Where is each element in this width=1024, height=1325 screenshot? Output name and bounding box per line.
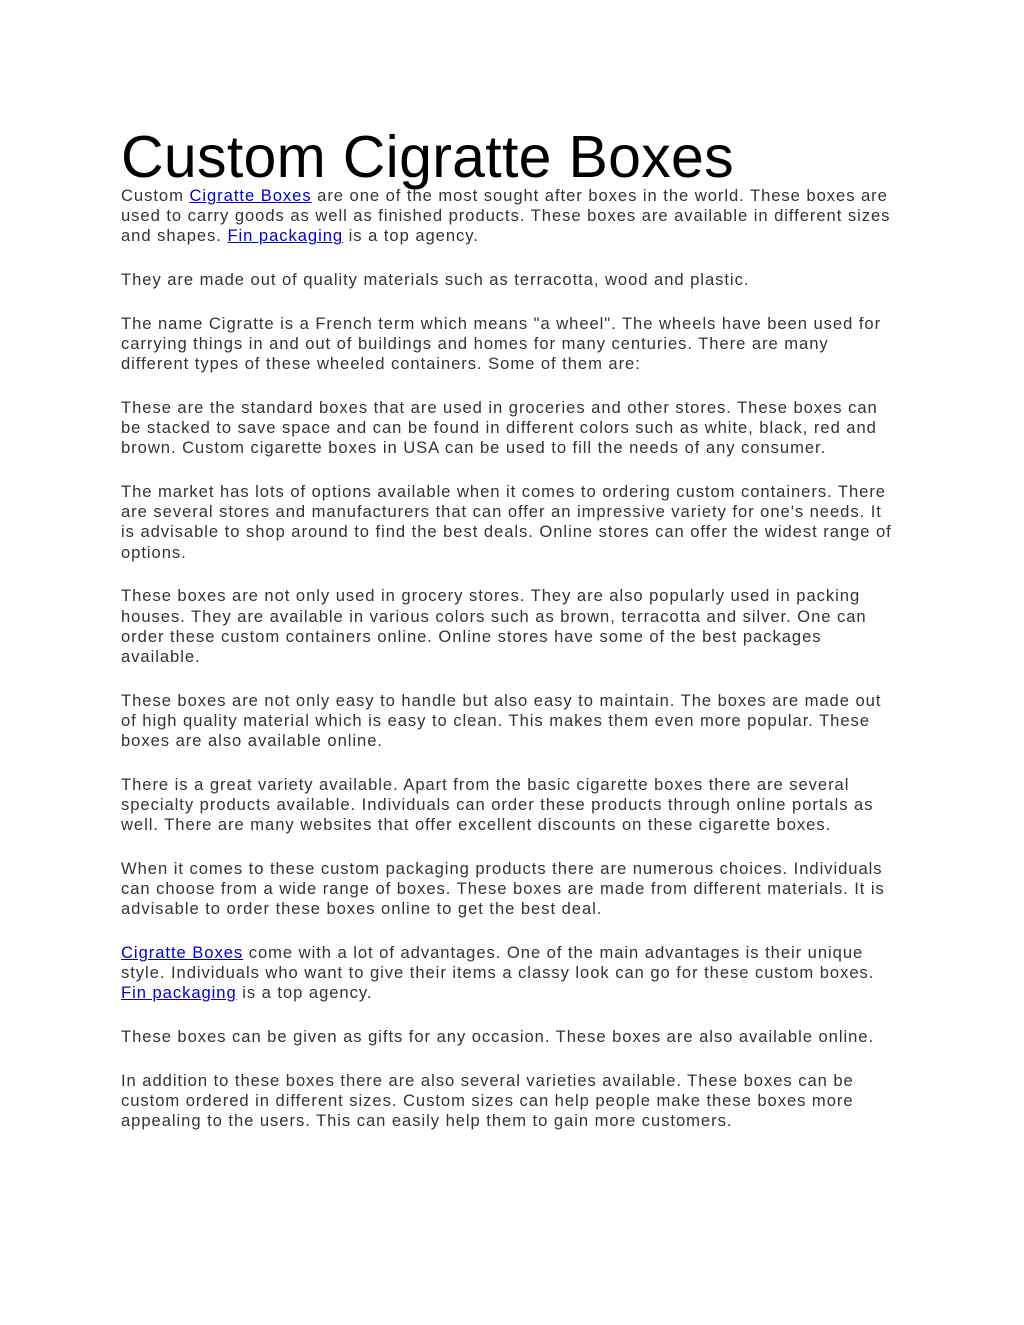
paragraph-text: are one of the most sought after boxes in the world. These boxes are used to carry goods as well as finished products. These boxes are available in different sizes and shapes. (121, 186, 891, 246)
paragraph-text: come with a lot of advantages. One of the main advantages is their unique style. Individuals who want to give their items a classy look can go for these custom boxes. (121, 942, 875, 983)
paragraph-text: is a top agency. (343, 226, 479, 246)
inline-link[interactable]: Fin packaging (121, 983, 237, 1003)
paragraph (121, 943, 901, 1004)
paragraph-text: Custom (121, 186, 190, 205)
paragraph-text: is a top agency. (236, 983, 373, 1003)
paragraph-text: These are the standard boxes that are used in groceries and other stores. These boxes can be stacked to save space and can be found in different colors such as white, black, red and brown. Custom cigarette boxes in USA can be used to fill the needs of any consumer. (121, 397, 878, 458)
article-body (121, 186, 901, 1131)
document-page (121, 124, 901, 1155)
paragraph-text: There is a great variety available. Apart from the basic cigarette boxes there are several specialty products available. Individuals can order these products through online portals as well. There are many websites that offer excellent discounts on these cigarette boxes. (121, 774, 874, 835)
paragraph (121, 775, 901, 836)
paragraph (121, 1071, 901, 1132)
paragraph (121, 691, 901, 752)
inline-link[interactable]: Fin packaging (227, 226, 344, 246)
paragraph (121, 1027, 901, 1047)
paragraph (121, 270, 901, 290)
paragraph (121, 398, 901, 459)
paragraph-text: These boxes are not only used in grocery stores. They are also popularly used in packing houses. They are available in various colors such as brown, terracotta and silver. One can order these custom containers online. Online stores have some of the best packages available. (121, 586, 867, 666)
paragraph (121, 482, 901, 563)
paragraph (121, 314, 901, 375)
paragraph (121, 859, 901, 920)
inline-link[interactable]: Cigratte Boxes (121, 942, 244, 962)
paragraph-text: The name Cigratte is a French term which means "a wheel". The wheels have been used for carrying things in and out of buildings and homes for many centuries. There are many different types of these wheeled containers. Some of them are: (121, 313, 882, 374)
paragraph-text: The market has lots of options available when it comes to ordering custom containers. There are several stores and manufacturers that can offer an impressive variety for one's needs. It is advisable to shop around to find the best deals. Online stores can offer the widest range of options. (121, 482, 892, 562)
page-title: Custom Cigratte Boxes (121, 124, 734, 190)
inline-link[interactable]: Cigratte Boxes (189, 186, 312, 205)
paragraph (121, 186, 901, 247)
paragraph-text: These boxes are not only easy to handle but also easy to maintain. The boxes are made out of high quality material which is easy to clean. This makes them even more popular. These boxes are also available online. (121, 690, 882, 751)
paragraph-text: When it comes to these custom packaging products there are numerous choices. Individuals can choose from a wide range of boxes. These boxes are made from different materials. It is advisable to order these boxes online to get the best deal. (121, 858, 885, 919)
paragraph-text: They are made out of quality materials such as terracotta, wood and plastic. (121, 270, 750, 290)
paragraph (121, 586, 901, 667)
paragraph-text: These boxes can be given as gifts for any occasion. These boxes are also available online. (121, 1027, 875, 1047)
paragraph-text: In addition to these boxes there are also several varieties available. These boxes can be custom ordered in different sizes. Custom sizes can help people make these boxes more appealing to the users. This can easily help them to gain more customers. (121, 1070, 854, 1131)
